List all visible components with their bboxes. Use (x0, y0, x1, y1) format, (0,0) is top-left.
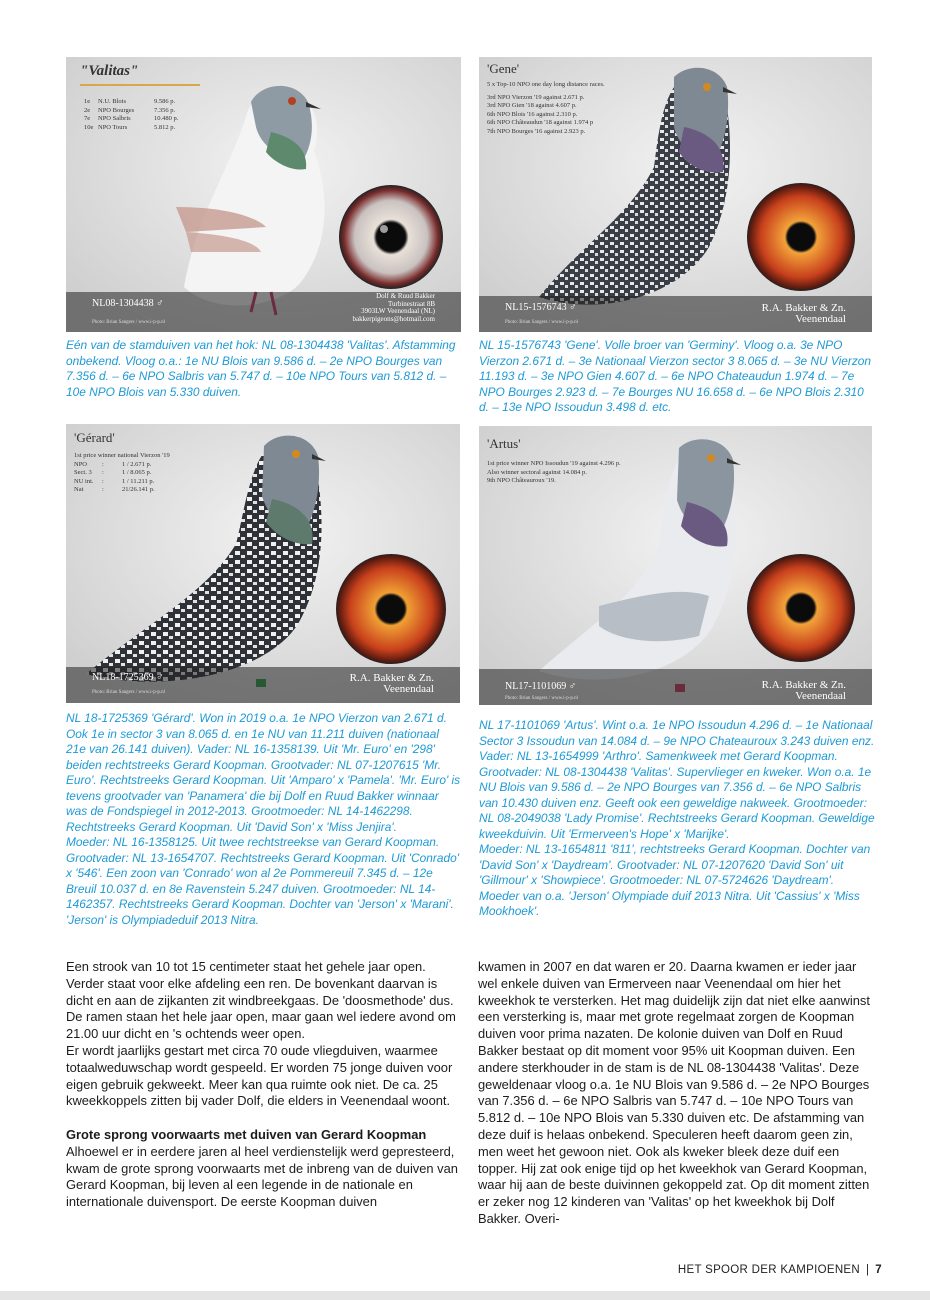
page-number: 7 (875, 1264, 882, 1276)
photo-artus (479, 426, 872, 705)
achievement-row: 1e N.U. Blois 9.586 p. (84, 98, 176, 105)
achievement-line: 7th NPO Bourges '16 against 2.923 p. (487, 127, 586, 135)
caption-gene: NL 15-1576743 'Gene'. Volle broer van 'Germiny'. Vloog o.a. 3e NPO Vierzon 2.671 d. – 3e Nationaal Vierzon sector 3 8.065 d. – 3e NU Vierzon 11.193 d. – 3e NPO Gien 4.607 d. – 6e NPO Chateaudun 1.974 d. – 7e NPO Bourges 2.923 d. – 7e Bourges NU 16.658 d. – 6e NPO Blois 2.310 d. – 13e NPO Issoudun 3.498 d. etc. (479, 338, 871, 414)
publication-title: HET SPOOR DER KAMPIOENEN (677, 1264, 860, 1276)
photo-gerard (66, 424, 460, 703)
caption-artus: NL 17-1101069 'Artus'. Wint o.a. 1e NPO Issoudun 4.296 d. – 1e Nationaal Sector 3 Issoudun van 14.084 d. – 9e NPO Chateauroux 3.243 duiven enz. Vader: NL 13-1654999 'Arthro'. Samenkweek met Gerard Koopman. Grootvader: NL 08-1304438 'Valitas'. Supervlieger en kweker. Won o.a. 1e NU Blois van 9.586 d. – 2e NPO Bourges van 7.356 d. – 6e NPO Salbris van 10.430 duiven enz. Geeft ook een geweldige nakweek. Grootmoeder: NL 08-2049038 'Lady Promise'. Rechtstreeks Gerard Koopman. Geweldige kweekduivin. Uit 'Ermerveen's Hope' x 'Marijke'. Moeder: NL 13-1654811 '811', rechtstreeks Gerard Koopman. Dochter van 'David Son' x 'Daydream'. Grootvader: NL 07-1207620 'David Son' uit 'Gillmour' x 'Showpiece'. Grootmoeder: NL 07-5724626 'Daydream'. Moeder van o.a. 'Jerson' Olympiade duif 2013 Nitra. Uit 'Cassius' x 'Miss Mookhoek'. (479, 718, 875, 918)
article-left-column (66, 959, 458, 1211)
caption-gerard: NL 18-1725369 'Gérard'. Won in 2019 o.a. 1e NPO Vierzon van 2.671 d. Ook 1e in sector 3 van 8.065 d. en 1e NU van 11.211 duiven (nationaal 21e van 26.141 duiven). Vader: NL 16-1358139. Uit 'Mr. Euro' en '298' beiden rechtstreeks Gerard Koopman. Grootvader: NL 07-1207615 'Mr. Euro'. Rechtstreeks Gerard Koopman. Uit 'Amparo' x 'Pamela'. 'Mr. Euro' is tevens grootvader van 'Panamera' die bij Dolf en Ruud Bakker winnaar was de Fondspiegel in 2012-2013. Grootmoeder: NL 14-1462298. Rechtstreeks Gerard Koopman. Uit 'David Son' x 'Miss Jenjira'. Moeder: NL 16-1358125. Uit twee rechtstreekse van Gerard Koopman. Grootvader: NL 13-1654707. Rechtstreeks Gerard Koopman. Uit 'Conrado' x '546'. Een zoon van 'Conrado' won al 2e Pommereuil 7.345 d. – 12e Breuil 10.037 d. en 8e Ravenstein 5.247 duiven. Grootmoeder: NL 14-1462357. Rechtstreeks Gerard Koopman. Dochter van 'Jerson' x 'Marani'. 'Jerson' is Olympiadeduif 2013 Nitra. (66, 711, 461, 927)
achievement-list (487, 81, 687, 137)
achievement-line: 9th NPO Châteauroux '19. (487, 477, 556, 485)
achievement-row: Nat : 21/26.141 p. (74, 486, 155, 494)
title-underline (80, 84, 200, 86)
bottom-border (0, 1291, 930, 1300)
achievement-line: 1st price winner NPO Issoudun '19 against 4.296 p. (487, 460, 621, 467)
article-paragraph: Een strook van 10 tot 15 centimeter staat het gehele jaar open. Verder staat voor elke afdeling een ren. De bovenkant daarvan is dicht en aan de zijkanten zit windbreekgaas. De 'doosmethode' dus. De ramen staan het hele jaar open, maar gaan wel iedere avond om 21.00 uur dicht en 's ochtends weer open. (66, 959, 456, 1042)
owner-block: R.A. Bakker & Zn. Veenendaal (761, 679, 846, 702)
achievement-row: NPO : 1 / 2.671 p. (74, 460, 152, 468)
photo-title: 'Artus' (487, 436, 521, 451)
photo-credit: Photo: Brian Sangers / www.i-p-p.nl (505, 696, 579, 701)
achievement-row: 7e NPO Salbris 10.480 p. (84, 115, 179, 123)
page-footer (678, 1264, 882, 1276)
caption-valitas: Eén van de stamduiven van het hok: NL 08-1304438 'Valitas'. Afstamming onbekend. Vloog o.a.: 1e NU Blois van 9.586 d. – 2e NPO Bourges van 7.356 d. – 6e NPO Salbris van 5.747 d. – 10e NPO Tours van 5.812 d. – 10e NPO Blois van 5.330 duiven. (66, 338, 456, 399)
photo-title: 'Gene' (487, 61, 520, 76)
achievement-row: 2e NPO Bourges 7.356 p. (84, 106, 176, 114)
ring-number: NL08-1304438 ♂ (92, 298, 164, 309)
photo-credit: Photo: Brian Sangers / www.i-p-p.nl (92, 320, 166, 325)
achievement-line: 3rd NPO Gien '18 against 4.607 p. (487, 102, 577, 110)
achievement-list (84, 98, 194, 132)
photo-title: "Valitas" (80, 63, 139, 79)
photo-title: 'Gérard' (74, 430, 115, 445)
photo-credit: Photo: Brian Sangers / www.i-p-p.nl (505, 320, 579, 325)
achievement-line: 6th NPO Blois '16 against 2.310 p. (487, 110, 578, 118)
achievement-row: NU int. : 1 / 11.211 p. (74, 477, 155, 485)
achievement-headline: 1st price winner national Vierzon '19 (74, 452, 170, 459)
ring-number: NL17-1101069 ♂ (505, 681, 577, 692)
achievement-row: Sect. 3 : 1 / 8.065 p. (74, 469, 152, 477)
achievement-line: 3rd NPO Vierzon '19 against 2.671 p. (487, 93, 585, 101)
owner-block: Dolf & Ruud Bakker Turbinestraat 8B 3903LW Veenendaal (NL) bakkerpigeons@hotmail.com (352, 292, 435, 323)
photo-credit: Photo: Brian Sangers / www.i-p-p.nl (92, 690, 166, 695)
article-paragraph: Alhoewel er in eerdere jaren al heel verdienstelijk werd gepresteerd, kwam de grote sprong voorwaarts met de inbreng van de duiven van Gerard Koopman, bij leven al een legende in de nationale en internationale duivensport. De eerste Koopman duiven (66, 1143, 458, 1210)
ring-number: NL15-1576743 ♂ (505, 302, 577, 313)
achievement-line: 6th NPO Châteaudun '18 against 1.974 p (487, 119, 594, 127)
photo-valitas (66, 57, 461, 332)
achievement-line: 5 x Top-10 NPO one day long distance races. (487, 81, 605, 88)
achievement-list (74, 452, 234, 495)
footer-separator: | (866, 1264, 870, 1276)
owner-block: R.A. Bakker & Zn. Veenendaal (761, 302, 846, 325)
achievement-row: 10e NPO Tours 5.812 p. (84, 123, 176, 131)
article-paragraph: Er wordt jaarlijks gestart met circa 70 oude vliegduiven, waarmee totaalweduwschap wordt gespeeld. Er worden 75 jonge duiven voor eigen gebruik gekweekt. Meer kan qua ruimte ook niet. De ca. 25 kweekkoppels zitten bij vader Dolf, die elders in Veenendaal woont. (66, 1042, 453, 1109)
achievement-list (487, 460, 707, 486)
owner-block: R.A. Bakker & Zn. Veenendaal (349, 672, 434, 695)
achievement-line: Also winner sectoral against 14.084 p. (487, 468, 587, 476)
article-paragraph: kwamen in 2007 en dat waren er 20. Daarna kwamen er ieder jaar wel enkele duiven van Ermerveen naar Veenendaal om hier het kweekhok te versterken. Het mag duidelijk zijn dat niet elke aanwinst een versterking is, maar met grote regelmaat zorgen de Koopman duiven voor prima nazaten. De kolonie duiven van Dolf en Ruud Bakker bestaat op dit moment voor 95% uit Koopman duiven. Een andere sterkhouder in de stam is de NL 08-1304438 'Valitas'. Deze geweldenaar vloog o.a. 1e NU Blois van 9.586 d. – 2e NPO Bourges van 7.356 d. – 6e NPO Salbris van 5.747 d. – 10e NPO Tours van 5.812 d. – 10e NPO Blois van 5.330 duiven etc. De afstamming van deze duif is helaas onbekend. Speculeren heeft daarom geen zin, men weet het gewoon niet. Ook als kweker bleek deze duif een topper. Hij zat ook enige tijd op het kweekhok van Gerard Koopman, waar hij aan de beste duivinnen gekoppeld zat. Op dit moment zitten er zeker nog 12 kinderen van 'Valitas' op het kweekhok bij Dolf Bakker. Overi- (478, 959, 870, 1226)
article-right-column (478, 959, 872, 1228)
ring-number: NL18-1725369 ♂ (92, 672, 164, 683)
photo-gene (479, 57, 872, 332)
section-heading: Grote sprong voorwaarts met duiven van Gerard Koopman (66, 1126, 427, 1142)
